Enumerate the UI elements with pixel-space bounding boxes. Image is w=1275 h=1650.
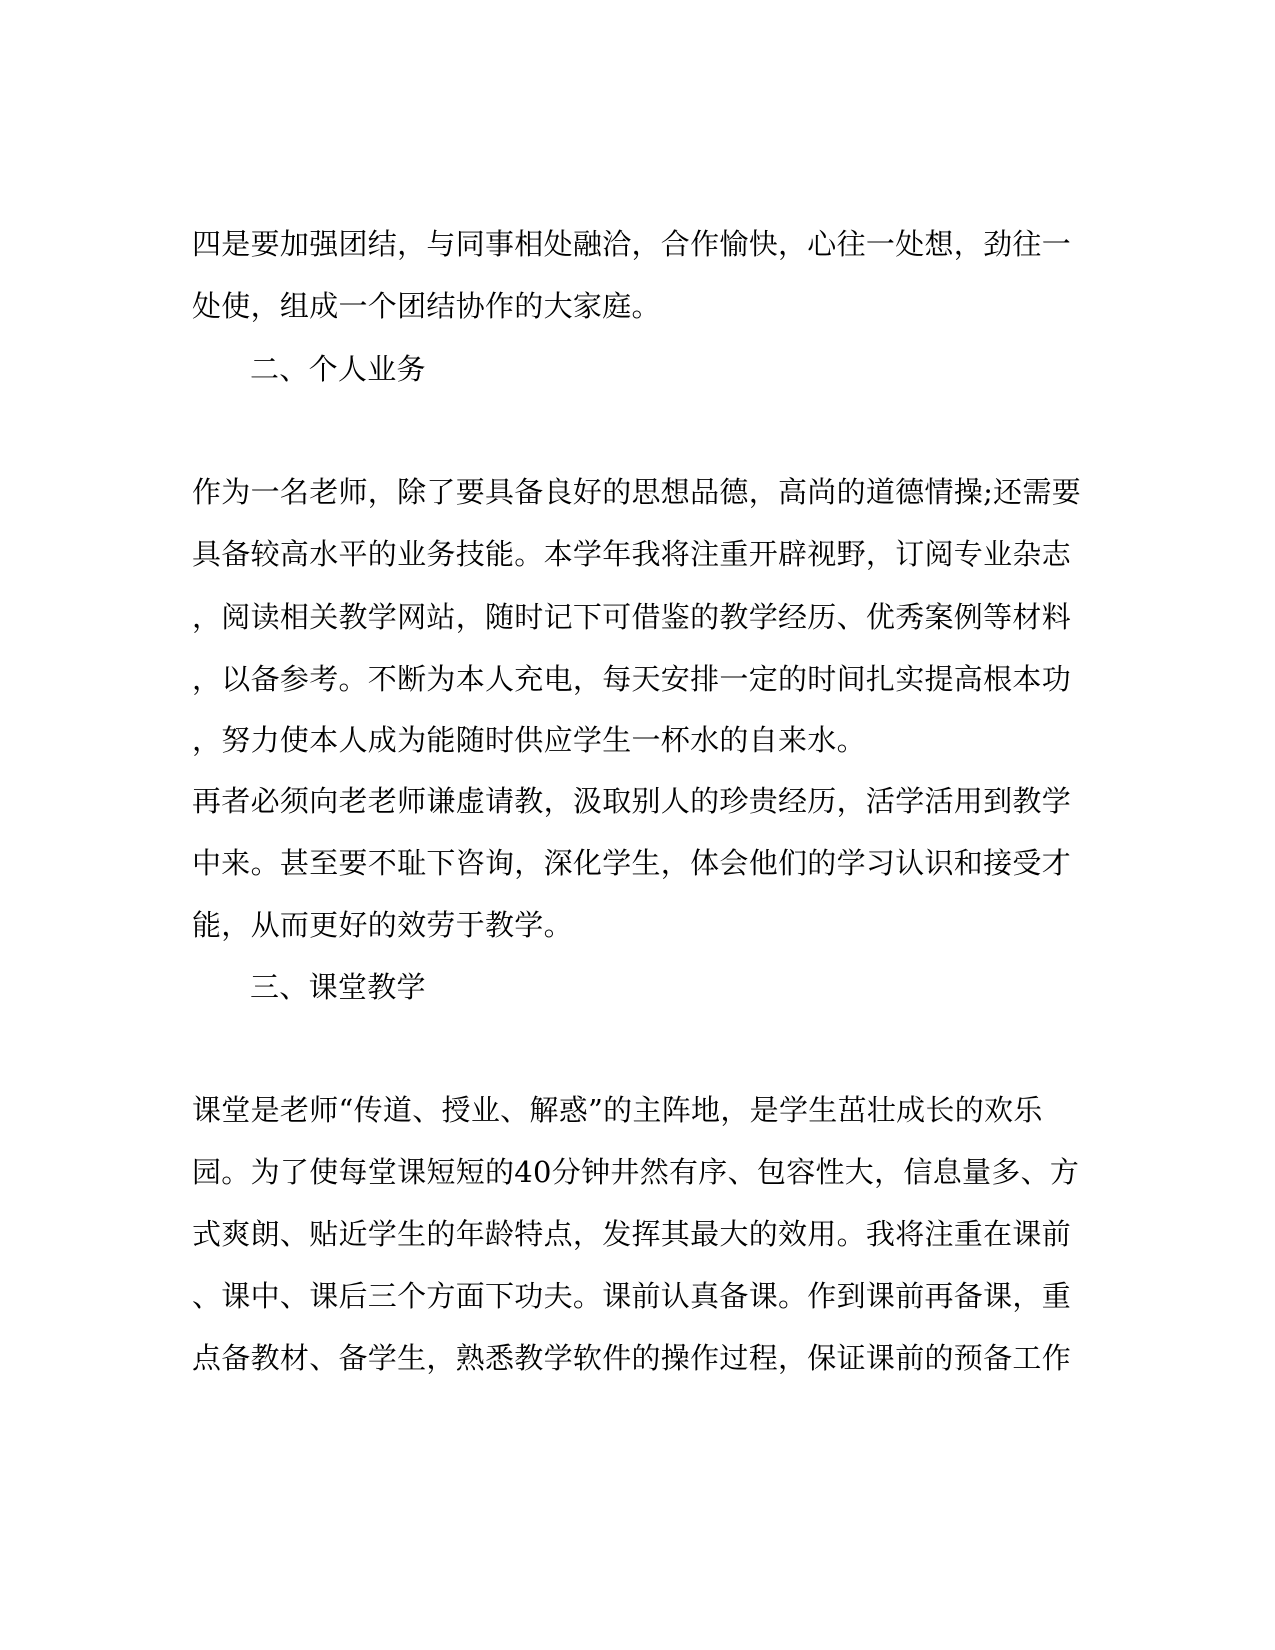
paragraph-line: 园。为了使每堂课短短的40分钟井然有序、包容性大，信息量多、方	[192, 1155, 1080, 1189]
paragraph-line: 再者必须向老老师谦虚请教，汲取别人的珍贵经历，活学活用到教学	[192, 784, 1072, 818]
paragraph-line: 点备教材、备学生，熟悉教学软件的操作过程，保证课前的预备工作	[192, 1341, 1072, 1375]
paragraph-line: 四是要加强团结，与同事相处融洽，合作愉快，心往一处想，劲往一	[192, 227, 1072, 261]
paragraph-line: 中来。甚至要不耻下咨询，深化学生，体会他们的学习认识和接受才	[192, 846, 1072, 880]
paragraph-line: 、课中、课后三个方面下功夫。课前认真备课。作到课前再备课，重	[192, 1279, 1072, 1313]
paragraph-line: 处使，组成一个团结协作的大家庭。	[192, 289, 661, 323]
section-heading-classroom-teaching: 三、课堂教学	[250, 970, 426, 1004]
paragraph-line: 式爽朗、贴近学生的年龄特点，发挥其最大的效用。我将注重在课前	[192, 1217, 1072, 1251]
section-heading-personal-business: 二、个人业务	[250, 352, 426, 386]
paragraph-line: ，努力使本人成为能随时供应学生一杯水的自来水。	[192, 723, 866, 757]
paragraph-line: ，阅读相关教学网站，随时记下可借鉴的教学经历、优秀案例等材料	[192, 600, 1072, 634]
paragraph-line: 能，从而更好的效劳于教学。	[192, 908, 573, 942]
paragraph-line: 具备较高水平的业务技能。本学年我将注重开辟视野，订阅专业杂志	[192, 537, 1072, 571]
paragraph-line: ，以备参考。不断为本人充电，每天安排一定的时间扎实提高根本功	[192, 662, 1072, 696]
paragraph-line: 作为一名老师，除了要具备良好的思想品德，高尚的道德情操;还需要	[192, 475, 1082, 509]
paragraph-line: 课堂是老师“传道、授业、解惑”的主阵地，是学生茁壮成长的欢乐	[192, 1093, 1043, 1127]
